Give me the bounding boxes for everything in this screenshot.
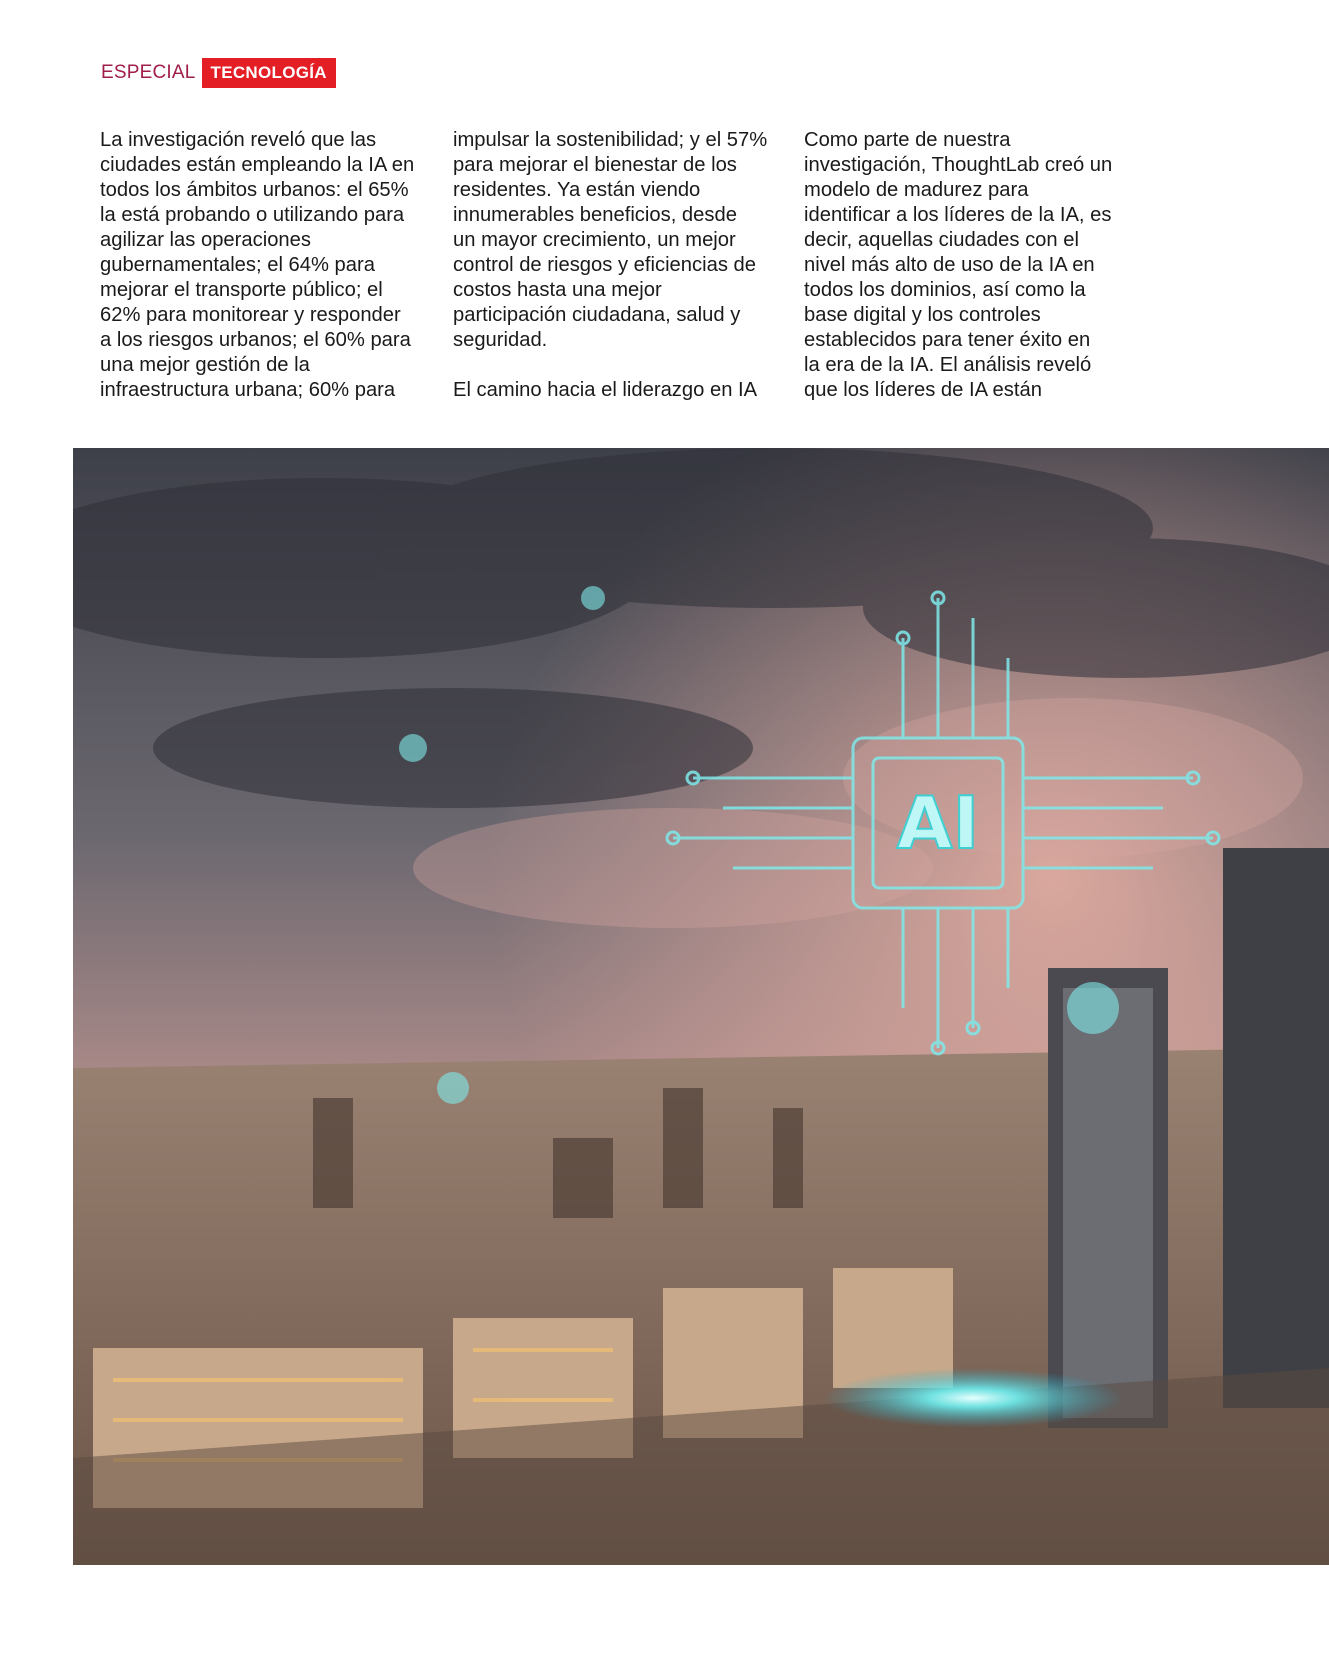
category-tag: TECNOLOGÍA	[202, 58, 336, 88]
text-column-3	[804, 128, 1149, 428]
text-column-1	[100, 128, 445, 428]
paragraph: La investigación reveló que las ciudades están empleando la IA en todos los ámbitos urbanos: el 65% la está probando o utilizando para agilizar las operaciones gubernamentales; el 64% para mejorar el transporte público; el 62% para monitorear y responder a los riesgos urbanos; el 60% para una mejor gestión de la infraestructura urbana; 60% para	[100, 129, 415, 401]
city-ai-illustration	[73, 448, 1329, 1565]
subheading: El camino hacia el liderazgo en IA	[453, 379, 758, 401]
paragraph: Como parte de nuestra investigación, ThoughtLab creó un modelo de madurez para identificar a los líderes de la IA, es decir, aquellas ciudades con el nivel más alto de uso de la IA en todos los dominios, así como la base digital y los controles establecidos para tener éxito en la era de la IA. El análisis reveló que los líderes de IA están	[804, 129, 1113, 401]
section-header	[101, 58, 336, 88]
text-column-2	[453, 128, 798, 428]
ai-chip-label: AI	[896, 781, 980, 865]
section-label: ESPECIAL	[101, 62, 196, 83]
paragraph: impulsar la sostenibilidad; y el 57% para mejorar el bienestar de los residentes. Ya están viendo innumerables beneficios, desde un mayor crecimiento, un mejor control de riesgos y eficiencias de costos hasta una mejor participación ciudadana, salud y seguridad.	[453, 129, 768, 351]
city-ai-photo	[73, 448, 1329, 1565]
article-body	[100, 128, 1260, 418]
